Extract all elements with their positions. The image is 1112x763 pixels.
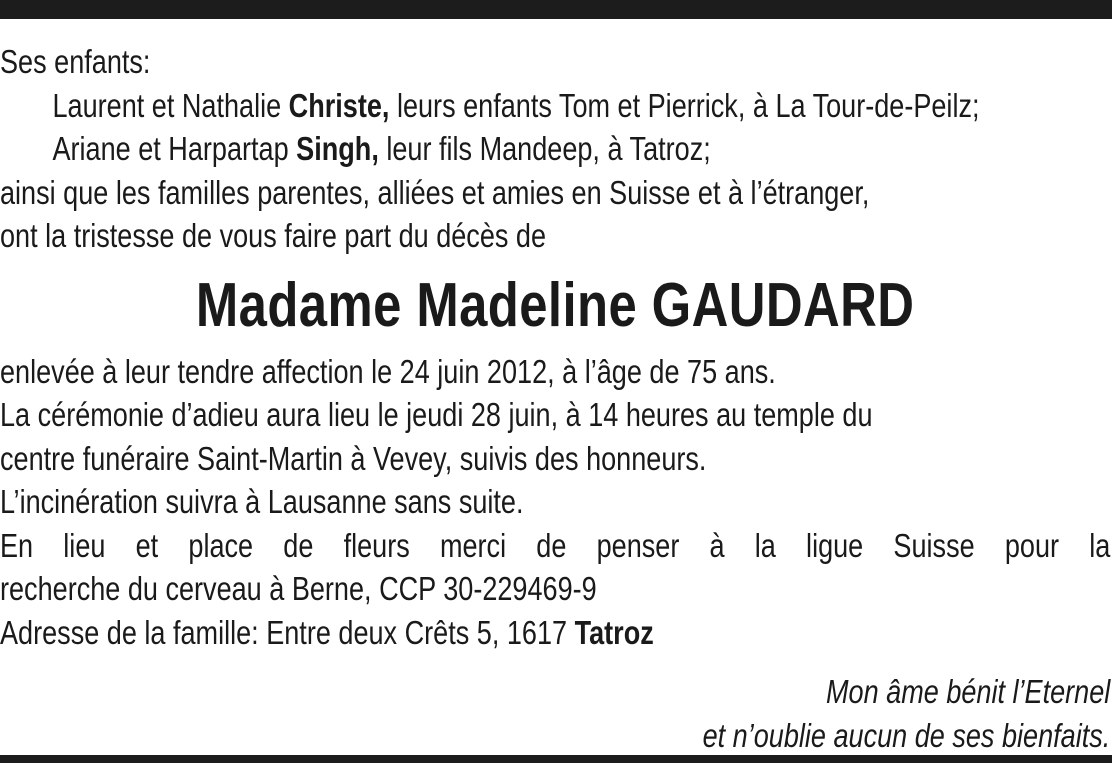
children-heading: Ses enfants: [0,43,151,80]
announce-line: ont la tristesse de vous faire part du décès de [0,217,547,254]
verse [0,670,1110,757]
family-2-surname: Singh, [296,130,379,167]
family-line-1 [0,84,1110,128]
address-prefix: Adresse de la famille: Entre deux Crêts 5, 1617 [0,613,568,651]
family-2-names: Ariane et Harpartap [52,130,289,167]
detail-line-4: L’incinération suivra à Lausanne sans suite. [0,483,524,520]
deceased-name: Madame Madeline GAUDARD [195,270,915,340]
obituary-notice [0,40,1110,757]
detail-line-6: recherche du cerveau à Berne, CCP 30-229469-9 [0,570,597,607]
family-line-2 [0,127,1110,171]
detail-line-2: La cérémonie d’adieu aura lieu le jeudi 28 juin, à 14 heures au temple du [0,396,873,433]
detail-line-5: En lieu et place de fleurs merci de penser à la ligue Suisse pour la [0,526,1111,564]
relatives-line: ainsi que les familles parentes, alliées et amies en Suisse et à l’étranger, [0,173,870,211]
verse-line-2: et n’oublie aucun de ses bienfaits. [702,716,1111,754]
family-1-surname: Christe, [288,86,390,124]
bottom-rule [0,755,1112,763]
family-2-rest: leur fils Mandeep, à Tatroz; [386,130,711,167]
verse-line-1: Mon âme bénit l’Eternel [825,673,1111,710]
detail-line-1: enlevée à leur tendre affection le 24 juin 2012, à l’âge de 75 ans. [0,352,776,390]
family-1-names: Laurent et Nathalie [52,86,282,124]
family-address [0,611,1110,655]
family-1-rest: leurs enfants Tom et Pierrick, à La Tour-de-Peilz; [396,86,980,124]
address-town: Tatroz [574,613,654,651]
detail-line-3: centre funéraire Saint-Martin à Vevey, suivis des honneurs. [0,439,707,477]
top-rule [0,0,1112,19]
